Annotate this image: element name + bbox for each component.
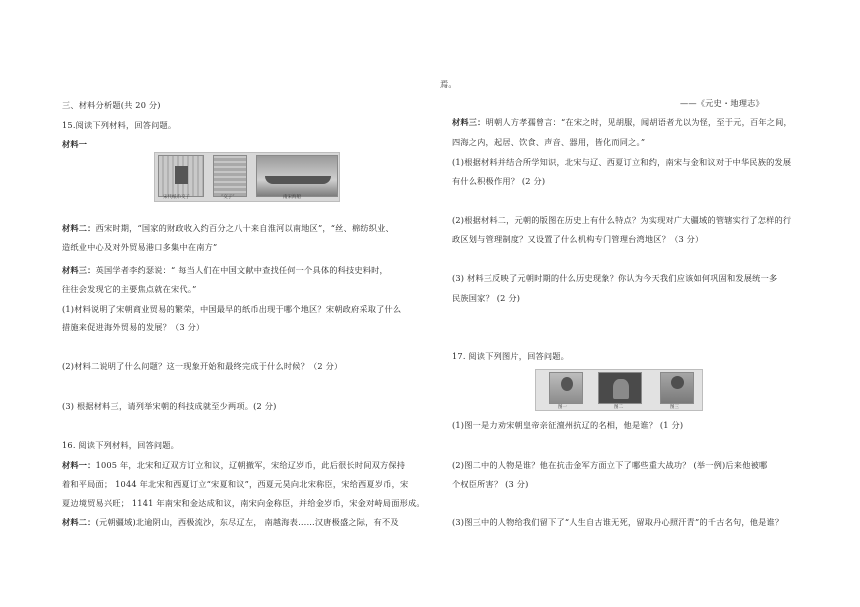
q15-question2: (2)材料二说明了什么问题？这一现象开始和最终完成于什么时候？（2 分） <box>62 361 343 371</box>
caption-1: 宋代纸币交子 <box>163 195 190 200</box>
q16-question3-cont: 民族国家？ (2 分) <box>452 293 521 303</box>
source-citation: ——《元史・地理志》 <box>680 98 764 108</box>
q17-intro: 17. 阅读下列图片，回答问题。 <box>452 351 570 361</box>
q16-material2: 材料二：(元朝疆域)北逾阴山，西极流沙，东尽辽左， 南越海表……汉唐极盛之际，有不及 <box>62 517 399 527</box>
q15-material1-label: 材料一 <box>62 139 88 149</box>
q17-question2-cont: 个权臣所害？ (3 分) <box>452 479 529 489</box>
q15-material3-cont: 往往会发现它的主要焦点就在宋代。” <box>62 284 197 294</box>
q16-question3: (3) 材料三反映了元朝时期的什么历史现象？你认为今天我们应该如何巩固和发展统一多 <box>452 273 778 283</box>
jiaozi-image <box>213 155 247 197</box>
paper-money-image <box>158 155 204 197</box>
q15-question3: (3) 根据材料三，请列举宋朝的科技成就至少两项。(2 分) <box>62 401 277 411</box>
q15-material2-cont: 造纸业中心及对外贸易港口多集中在南方” <box>62 242 218 252</box>
q16-question1: (1)根据材料并结合所学知识，北宋与辽、西夏订立和约，南宋与金和议对于中华民族的发展 <box>452 157 792 167</box>
q15-question1-cont: 措施来促进海外贸易的发展？（3 分） <box>62 322 205 332</box>
q16-intro: 16. 阅读下列材料，回答问题。 <box>62 440 180 450</box>
q16-question2-cont: 政区划与管理制度？又设置了什么机构专门管理台湾地区？（3 分） <box>452 234 704 244</box>
q15-material1-image <box>154 152 340 202</box>
q15-intro: 15.阅读下列材料，回答问题。 <box>62 120 177 130</box>
caption-2: “交子” <box>221 195 235 200</box>
figure-3-caption: 图三 <box>670 405 679 410</box>
song-ship-image <box>256 155 338 197</box>
q16-material3: 材料三：明朝人方孝孺曾言：“在宋之时，见胡服，闻胡语者尤以为怪，至于元，百年之间， <box>452 117 792 127</box>
q16-material3-cont: 四海之内，起居、饮食、声音、器用，皆化而同之。” <box>452 137 646 147</box>
q16-material1-cont2: 夏边境贸易兴旺； 1141 年南宋和金达成和议，南宋向金称臣，并给金岁币，宋金对峙局面形成。 <box>62 498 425 508</box>
caption-3: 南宋海船 <box>283 195 301 200</box>
q17-images <box>535 369 703 411</box>
q15-question1: (1)材料说明了宋朝商业贸易的繁荣，中国最早的纸币出现于哪个地区？宋朝政府采取了什么 <box>62 304 402 314</box>
continuation-text: 焉。 <box>440 79 457 89</box>
q16-question2: (2)根据材料二，元朝的版图在历史上有什么特点？为实现对广大疆域的管辖实行了怎样的行 <box>452 215 792 225</box>
section-title: 三、材料分析题(共 20 分) <box>62 100 161 110</box>
kou-zhun-portrait <box>549 372 583 404</box>
q16-question1-cont: 有什么积极作用？ (2 分) <box>452 176 546 186</box>
q15-material2: 材料二：西宋时期，“国家的财政收入约百分之八十来自淮河以南地区”，“丝、棉纺织业、 <box>62 223 394 233</box>
figure-2-caption: 图二 <box>614 405 623 410</box>
q16-material1-cont1: 着和平局面； 1044 年北宋和西夏订立“宋夏和议”，西夏元昊向北宋称臣，宋给西夏岁币，宋 <box>62 479 409 489</box>
q17-question3: (3)图三中的人物给我们留下了“人生自古谁无死，留取丹心照汗青”的千古名句，他是谁？ <box>452 517 784 527</box>
wen-tianxiang-portrait <box>660 372 694 404</box>
q16-material1: 材料一：1005 年，北宋和辽双方订立和议，辽朝撤军，宋给辽岁币，此后很长时间双方保持 <box>62 460 406 470</box>
q15-material3: 材料三：英国学者李约瑟说：“ 每当人们在中国文献中查找任何一个具体的科技史料时， <box>62 265 388 275</box>
q17-question2: (2)图二中的人物是谁？他在抗击金军方面立下了哪些重大战功？ (举一例)后来他被哪 <box>452 460 768 470</box>
q17-question1: (1)图一是力劝宋朝皇帝亲征澶州抗辽的名相，他是谁？ (1 分) <box>452 420 684 430</box>
yue-fei-portrait <box>598 372 642 404</box>
figure-1-caption: 图一 <box>558 405 567 410</box>
